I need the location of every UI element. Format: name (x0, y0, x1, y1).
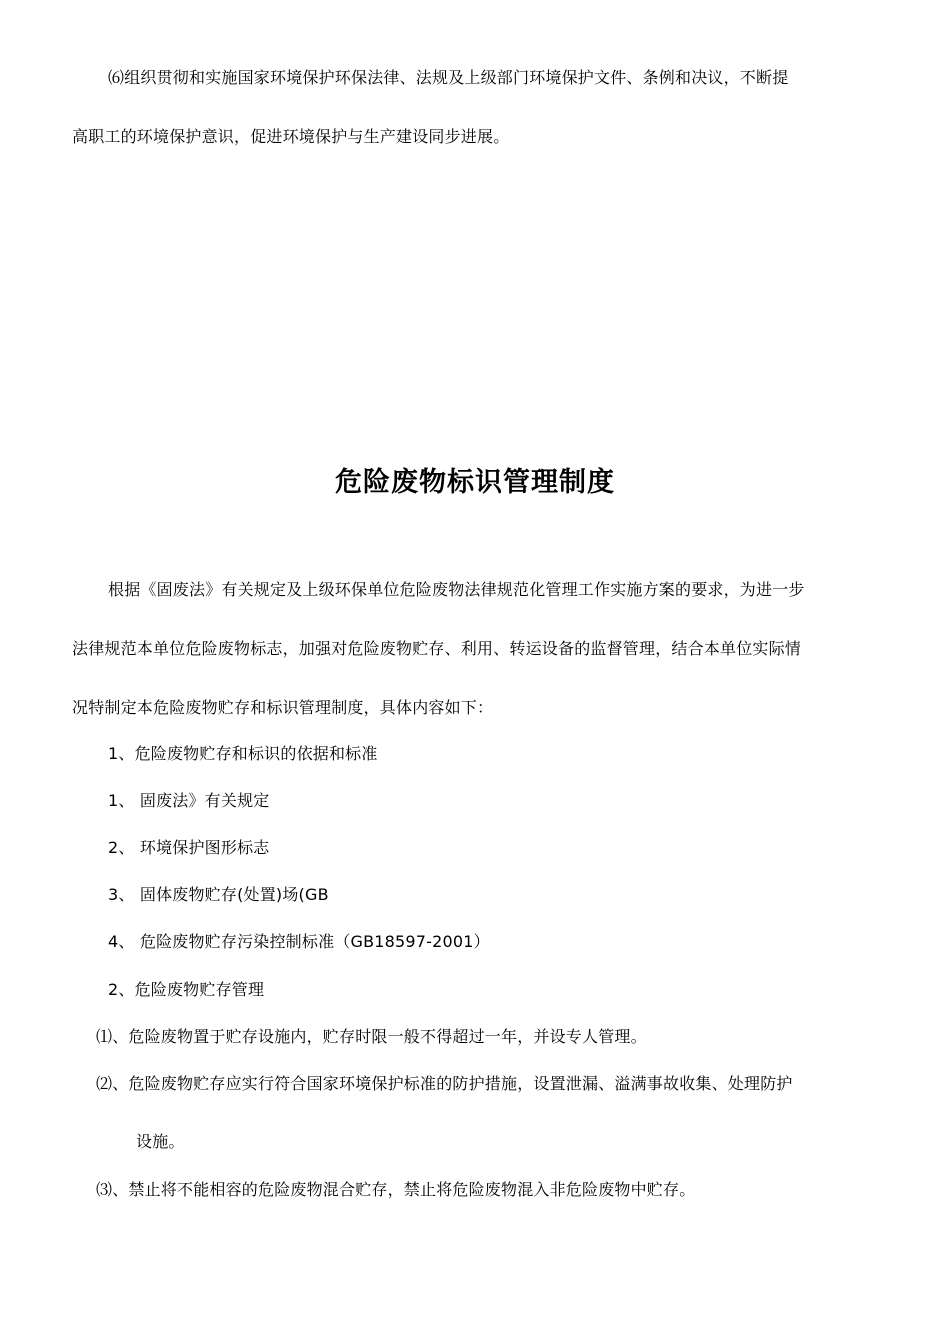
section2-item-2-line-1: ⑵、危险废物贮存应实行符合国家环境保护标准的防护措施，设置泄漏、溢满事故收集、处理防护 (96, 1074, 793, 1093)
section2-item-1: ⑴、危险废物置于贮存设施内，贮存时限一般不得超过一年，并设专人管理。 (96, 1027, 647, 1046)
section2-item-3: ⑶、禁止将不能相容的危险废物混合贮存，禁止将危险废物混入非危险废物中贮存。 (96, 1180, 696, 1199)
para1-line-3: 况特制定本危险废物贮存和标识管理制度，具体内容如下： (72, 698, 494, 717)
intro-line-2: 高职工的环境保护意识，促进环境保护与生产建设同步进展。 (72, 127, 510, 146)
para1-line-1: 根据《固废法》有关规定及上级环保单位危险废物法律规范化管理工作实施方案的要求，为进一步 (108, 580, 805, 599)
section1-item-3: 3、 固体废物贮存(处置)场(GB (108, 885, 329, 904)
section1-item-4: 4、 危险废物贮存污染控制标准（GB18597-2001） (108, 932, 490, 951)
page-title: 危险废物标识管理制度 (335, 467, 615, 498)
section1-item-1: 1、 固废法》有关规定 (108, 791, 270, 810)
section1-item-2: 2、 环境保护图形标志 (108, 838, 270, 857)
intro-line-1: ⑹组织贯彻和实施国家环境保护环保法律、法规及上级部门环境保护文件、条例和决议，不断提 (108, 68, 789, 87)
section2-heading: 2、危险废物贮存管理 (108, 980, 265, 999)
section2-item-2-line-2: 设施。 (136, 1132, 185, 1151)
section1-heading: 1、危险废物贮存和标识的依据和标准 (108, 744, 378, 763)
para1-line-2: 法律规范本单位危险废物标志，加强对危险废物贮存、利用、转运设备的监督管理，结合本单位实际情 (72, 639, 802, 658)
